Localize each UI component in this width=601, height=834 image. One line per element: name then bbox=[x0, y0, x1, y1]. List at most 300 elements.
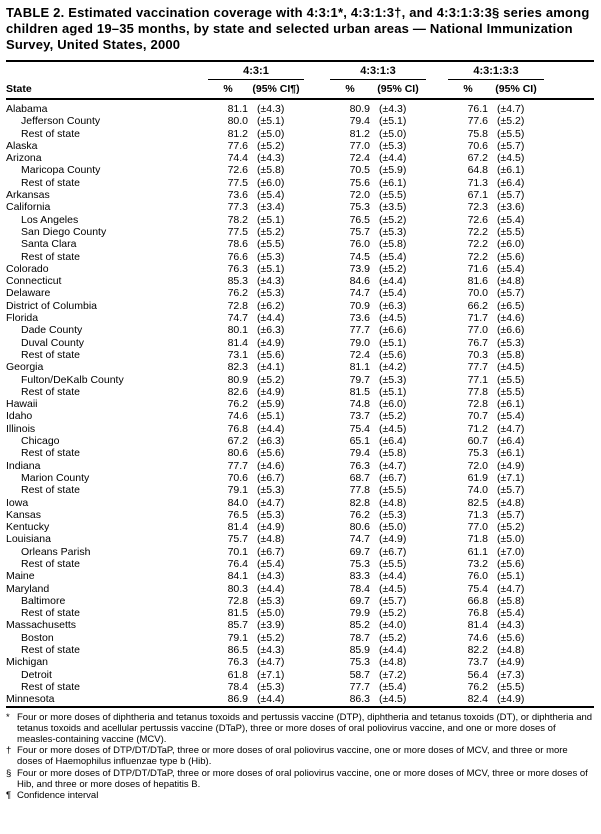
pct-cell: 72.6 bbox=[227, 164, 248, 177]
state-cell: Rest of state bbox=[21, 385, 80, 398]
ci-cell: (±4.4) bbox=[379, 152, 407, 165]
ci-cell: (±5.1) bbox=[257, 213, 285, 226]
ci-cell: (±6.0) bbox=[379, 398, 407, 411]
ci-cell: (±5.3) bbox=[257, 484, 285, 497]
pct-cell: 84.6 bbox=[349, 275, 370, 288]
pct-cell: 80.6 bbox=[227, 447, 248, 460]
spacer-cell bbox=[304, 644, 330, 656]
table-row bbox=[6, 509, 594, 521]
pct-cell: 86.3 bbox=[349, 693, 370, 706]
state-cell: Rest of state bbox=[21, 348, 80, 361]
state-cell: Rest of state bbox=[21, 484, 80, 497]
trail-cell bbox=[544, 152, 594, 164]
state-cell: Delaware bbox=[6, 287, 51, 300]
ci-cell: (±5.8) bbox=[257, 164, 285, 177]
pct-cell: 76.5 bbox=[349, 213, 370, 226]
trail-cell bbox=[544, 361, 594, 373]
trail-cell bbox=[544, 558, 594, 570]
spacer-cell bbox=[304, 472, 330, 484]
pct-cell: 67.1 bbox=[467, 189, 488, 202]
ci-cell: (±5.0) bbox=[257, 127, 285, 140]
ci-cell: (±4.8) bbox=[497, 496, 525, 509]
ci-cell: (±5.4) bbox=[379, 287, 407, 300]
trail-cell bbox=[544, 140, 594, 152]
ci-cell: (±4.6) bbox=[257, 459, 285, 472]
pct-cell: 81.2 bbox=[227, 127, 248, 140]
ci-cell: (±5.1) bbox=[379, 336, 407, 349]
ci-cell: (±5.3) bbox=[379, 373, 407, 386]
trail-cell bbox=[544, 435, 594, 447]
spacer-cell bbox=[426, 189, 448, 201]
ci-cell: (±4.4) bbox=[379, 570, 407, 583]
spacer-cell bbox=[304, 509, 330, 521]
spacer-cell bbox=[426, 238, 448, 250]
ci-cell: (±5.7) bbox=[497, 139, 525, 152]
pct-cell: 77.3 bbox=[227, 201, 248, 214]
ci-cell: (±5.0) bbox=[257, 607, 285, 620]
ci-cell: (±5.2) bbox=[497, 521, 525, 534]
ci-cell: (±5.2) bbox=[257, 373, 285, 386]
pct-cell: 61.8 bbox=[227, 668, 248, 681]
state-cell: Maryland bbox=[6, 582, 50, 595]
sub-header-row bbox=[6, 80, 594, 100]
spacer-cell bbox=[304, 263, 330, 275]
trail-spacer bbox=[544, 80, 594, 100]
pct-cell: 74.7 bbox=[349, 533, 370, 546]
spacer-cell bbox=[426, 509, 448, 521]
group-spacer bbox=[426, 61, 448, 80]
pct-cell: 75.3 bbox=[349, 656, 370, 669]
ci-cell: (±4.8) bbox=[497, 644, 525, 657]
ci-cell: (±7.2) bbox=[379, 668, 407, 681]
spacer-cell bbox=[304, 669, 330, 681]
ci-cell: (±5.5) bbox=[497, 373, 525, 386]
ci-cell: (±4.7) bbox=[379, 459, 407, 472]
pct-cell: 80.9 bbox=[349, 103, 370, 115]
spacer-cell bbox=[426, 115, 448, 127]
ci-cell: (±5.1) bbox=[257, 115, 285, 128]
ci-cell: (±6.5) bbox=[497, 299, 525, 312]
ci-header-43133: (95% CI) bbox=[488, 80, 544, 100]
spacer-cell bbox=[304, 558, 330, 570]
spacer-cell bbox=[304, 386, 330, 398]
pct-cell: 72.0 bbox=[467, 459, 488, 472]
spacer-cell bbox=[304, 583, 330, 595]
pct-cell: 79.4 bbox=[349, 115, 370, 128]
trail-cell bbox=[544, 693, 594, 706]
pct-cell: 75.7 bbox=[349, 225, 370, 238]
pct-cell: 71.6 bbox=[467, 262, 488, 275]
pct-cell: 75.3 bbox=[349, 557, 370, 570]
ci-cell: (±4.7) bbox=[497, 103, 525, 115]
spacer-cell bbox=[426, 349, 448, 361]
pct-cell: 79.9 bbox=[349, 607, 370, 620]
ci-cell: (±4.9) bbox=[257, 521, 285, 534]
state-cell: Rest of state bbox=[21, 607, 80, 620]
spacer-cell bbox=[304, 115, 330, 127]
trail-cell bbox=[544, 312, 594, 324]
trail-cell bbox=[544, 287, 594, 299]
state-cell: Rest of state bbox=[21, 644, 80, 657]
pct-cell: 58.7 bbox=[349, 668, 370, 681]
ci-cell: (±5.1) bbox=[379, 385, 407, 398]
pct-cell: 71.3 bbox=[467, 176, 488, 189]
state-cell: Georgia bbox=[6, 361, 44, 374]
spacer-cell bbox=[426, 632, 448, 644]
state-cell: Maine bbox=[6, 570, 35, 583]
pct-cell: 76.4 bbox=[227, 557, 248, 570]
spacer-cell bbox=[426, 595, 448, 607]
pct-cell: 77.8 bbox=[467, 385, 488, 398]
pct-cell: 82.3 bbox=[227, 361, 248, 374]
footnotes bbox=[6, 712, 594, 802]
pct-cell: 81.4 bbox=[467, 619, 488, 632]
footnote-text: Four or more doses of DTP/DT/DTaP, three or more doses of oral poliovirus vaccine, one or more doses of MCV, and three or more doses of Haemophilus influenzae type b (Hib). bbox=[17, 745, 568, 768]
state-cell: Duval County bbox=[21, 336, 85, 349]
pct-cell: 76.2 bbox=[227, 287, 248, 300]
pct-cell: 61.1 bbox=[467, 545, 488, 558]
spacer-cell bbox=[426, 460, 448, 472]
ci-cell: (±5.3) bbox=[379, 139, 407, 152]
pct-cell: 65.1 bbox=[349, 435, 370, 448]
pct-cell: 73.7 bbox=[349, 410, 370, 423]
ci-cell: (±5.3) bbox=[379, 508, 407, 521]
ci-cell: (±5.5) bbox=[497, 225, 525, 238]
spacer-cell bbox=[426, 374, 448, 386]
trail-cell bbox=[544, 115, 594, 127]
ci-cell: (±5.4) bbox=[497, 607, 525, 620]
pct-cell: 72.8 bbox=[467, 398, 488, 411]
pct-cell: 72.8 bbox=[227, 299, 248, 312]
ci-cell: (±5.1) bbox=[379, 115, 407, 128]
pct-cell: 70.0 bbox=[467, 287, 488, 300]
ci-cell: (±4.7) bbox=[497, 582, 525, 595]
ci-cell: (±6.0) bbox=[257, 176, 285, 189]
state-cell: Arkansas bbox=[6, 189, 50, 202]
ci-cell: (±5.4) bbox=[497, 262, 525, 275]
pct-cell: 77.6 bbox=[227, 139, 248, 152]
ci-cell: (±4.5) bbox=[379, 422, 407, 435]
footnote-marker: † bbox=[6, 745, 12, 757]
pct-cell: 73.9 bbox=[349, 262, 370, 275]
table-row bbox=[6, 644, 594, 656]
ci-cell: (±5.5) bbox=[497, 385, 525, 398]
group-spacer bbox=[304, 80, 330, 100]
spacer-cell bbox=[304, 177, 330, 189]
pct-cell: 70.5 bbox=[349, 164, 370, 177]
trail-cell bbox=[544, 238, 594, 250]
pct-cell: 82.4 bbox=[467, 693, 488, 706]
spacer-cell bbox=[304, 447, 330, 459]
ci-cell: (±4.0) bbox=[379, 619, 407, 632]
table-row bbox=[6, 300, 594, 312]
table-row bbox=[6, 398, 594, 410]
ci-cell: (±5.6) bbox=[497, 250, 525, 263]
pct-cell: 73.6 bbox=[227, 189, 248, 202]
ci-cell: (±5.8) bbox=[379, 447, 407, 460]
spacer-cell bbox=[304, 607, 330, 619]
pct-cell: 78.4 bbox=[349, 582, 370, 595]
pct-cell: 77.6 bbox=[467, 115, 488, 128]
spacer-cell bbox=[304, 152, 330, 164]
pct-cell: 75.8 bbox=[467, 127, 488, 140]
spacer-cell bbox=[426, 693, 448, 706]
spacer-cell bbox=[304, 681, 330, 693]
table-row bbox=[6, 607, 594, 619]
spacer-cell bbox=[426, 287, 448, 299]
ci-cell: (±4.4) bbox=[257, 693, 285, 706]
spacer-cell bbox=[304, 410, 330, 422]
table-row bbox=[6, 447, 594, 459]
pct-cell: 72.0 bbox=[349, 189, 370, 202]
spacer-cell bbox=[426, 324, 448, 336]
trail-cell bbox=[544, 189, 594, 201]
state-cell: Minnesota bbox=[6, 693, 55, 706]
ci-cell: (±5.5) bbox=[497, 127, 525, 140]
table-row bbox=[6, 484, 594, 496]
spacer-cell bbox=[426, 423, 448, 435]
trail-cell bbox=[544, 386, 594, 398]
state-cell: Maricopa County bbox=[21, 164, 101, 177]
pct-cell: 73.7 bbox=[467, 656, 488, 669]
trail-cell bbox=[544, 583, 594, 595]
table-row bbox=[6, 570, 594, 582]
state-cell: Dade County bbox=[21, 324, 83, 337]
trail-cell bbox=[544, 128, 594, 140]
footnote-text: Four or more doses of diphtheria and tetanus toxoids and pertussis vaccine (DTP), diphtheria and tetanus toxoids (DT), or diphtheria and tetanus toxoids and acellular pertussis vaccine (DTaP), three or more doses of oral poliovirus vaccine, and one or more doses of measles-containing vaccine (MCV). bbox=[17, 711, 593, 745]
spacer-cell bbox=[426, 521, 448, 533]
pct-cell: 73.6 bbox=[349, 312, 370, 325]
spacer-cell bbox=[304, 460, 330, 472]
ci-cell: (±4.5) bbox=[497, 152, 525, 165]
pct-cell: 81.6 bbox=[467, 275, 488, 288]
pct-header-43133: % bbox=[448, 80, 488, 100]
trail-cell bbox=[544, 374, 594, 386]
trail-cell bbox=[544, 472, 594, 484]
ci-cell: (±5.3) bbox=[257, 594, 285, 607]
ci-cell: (±4.3) bbox=[257, 570, 285, 583]
table-row bbox=[6, 595, 594, 607]
ci-cell: (±5.3) bbox=[497, 336, 525, 349]
footnote-marker: § bbox=[6, 767, 12, 779]
trail-cell bbox=[544, 398, 594, 410]
ci-cell: (±5.2) bbox=[257, 631, 285, 644]
ci-cell: (±5.2) bbox=[497, 115, 525, 128]
state-cell: Alaska bbox=[6, 139, 38, 152]
ci-cell: (±6.3) bbox=[257, 435, 285, 448]
trail-cell bbox=[544, 460, 594, 472]
pct-cell: 80.1 bbox=[227, 324, 248, 337]
trail-cell bbox=[544, 546, 594, 558]
pct-cell: 85.7 bbox=[227, 619, 248, 632]
state-cell: Arizona bbox=[6, 152, 42, 165]
pct-cell: 81.4 bbox=[227, 336, 248, 349]
pct-cell: 72.8 bbox=[227, 594, 248, 607]
table-row bbox=[6, 115, 594, 127]
pct-cell: 77.7 bbox=[227, 459, 248, 472]
ci-cell: (±5.2) bbox=[379, 410, 407, 423]
table-row bbox=[6, 693, 594, 706]
trail-cell bbox=[544, 300, 594, 312]
pct-cell: 72.6 bbox=[467, 213, 488, 226]
trail-cell bbox=[544, 349, 594, 361]
ci-cell: (±4.3) bbox=[257, 152, 285, 165]
pct-cell: 72.2 bbox=[467, 250, 488, 263]
group-spacer bbox=[426, 80, 448, 100]
ci-cell: (±6.1) bbox=[497, 398, 525, 411]
spacer-cell bbox=[426, 275, 448, 287]
trail-spacer bbox=[544, 61, 594, 80]
table-row bbox=[6, 632, 594, 644]
spacer-cell bbox=[426, 263, 448, 275]
ci-cell: (±4.1) bbox=[257, 361, 285, 374]
spacer-cell bbox=[426, 337, 448, 349]
ci-cell: (±5.7) bbox=[497, 484, 525, 497]
pct-cell: 56.4 bbox=[467, 668, 488, 681]
ci-cell: (±5.8) bbox=[379, 238, 407, 251]
pct-cell: 79.1 bbox=[227, 631, 248, 644]
ci-cell: (±5.5) bbox=[497, 680, 525, 693]
ci-cell: (±5.7) bbox=[497, 287, 525, 300]
ci-cell: (±5.5) bbox=[379, 484, 407, 497]
pct-cell: 77.0 bbox=[349, 139, 370, 152]
pct-cell: 82.8 bbox=[349, 496, 370, 509]
table-body bbox=[6, 99, 594, 707]
ci-cell: (±5.8) bbox=[497, 348, 525, 361]
spacer-cell bbox=[304, 238, 330, 250]
ci-cell: (±5.3) bbox=[379, 225, 407, 238]
ci-cell: (±6.7) bbox=[257, 545, 285, 558]
footnote bbox=[6, 768, 594, 790]
pct-header-431: % bbox=[208, 80, 248, 100]
pct-cell: 76.2 bbox=[349, 508, 370, 521]
state-cell: Hawaii bbox=[6, 398, 38, 411]
spacer-cell bbox=[304, 484, 330, 496]
pct-cell: 85.3 bbox=[227, 275, 248, 288]
spacer-cell bbox=[426, 472, 448, 484]
spacer-cell bbox=[304, 595, 330, 607]
pct-cell: 79.7 bbox=[349, 373, 370, 386]
pct-cell: 81.4 bbox=[227, 521, 248, 534]
ci-cell: (±6.1) bbox=[379, 176, 407, 189]
ci-cell: (±4.7) bbox=[257, 496, 285, 509]
spacer-cell bbox=[426, 99, 448, 115]
spacer-cell bbox=[426, 681, 448, 693]
spacer-cell bbox=[304, 619, 330, 631]
spacer-cell bbox=[426, 201, 448, 213]
ci-cell: (±7.1) bbox=[257, 668, 285, 681]
spacer-cell bbox=[426, 214, 448, 226]
ci-cell: (±3.4) bbox=[257, 201, 285, 214]
spacer-cell bbox=[426, 583, 448, 595]
spacer-cell bbox=[304, 140, 330, 152]
table-row bbox=[6, 374, 594, 386]
ci-cell: (±4.4) bbox=[257, 422, 285, 435]
ci-cell: (±5.0) bbox=[379, 521, 407, 534]
state-cell: California bbox=[6, 201, 51, 214]
table-row bbox=[6, 324, 594, 336]
trail-cell bbox=[544, 484, 594, 496]
spacer-cell bbox=[304, 546, 330, 558]
ci-cell: (±4.9) bbox=[379, 533, 407, 546]
state-cell: Illinois bbox=[6, 422, 36, 435]
pct-cell: 85.2 bbox=[349, 619, 370, 632]
pct-cell: 73.2 bbox=[467, 557, 488, 570]
column-group-4313: 4:3:1:3 bbox=[330, 61, 426, 80]
state-cell: Fulton/DeKalb County bbox=[21, 373, 124, 386]
spacer-cell bbox=[304, 374, 330, 386]
pct-cell: 81.1 bbox=[227, 103, 248, 115]
table-row bbox=[6, 619, 594, 631]
table-row bbox=[6, 189, 594, 201]
table-row bbox=[6, 140, 594, 152]
pct-cell: 76.1 bbox=[467, 103, 488, 115]
pct-cell: 79.0 bbox=[349, 336, 370, 349]
pct-cell: 77.1 bbox=[467, 373, 488, 386]
spacer-cell bbox=[426, 656, 448, 668]
ci-cell: (±6.1) bbox=[497, 164, 525, 177]
pct-cell: 76.2 bbox=[467, 680, 488, 693]
trail-cell bbox=[544, 595, 594, 607]
trail-cell bbox=[544, 447, 594, 459]
state-cell: Idaho bbox=[6, 410, 33, 423]
ci-cell: (±5.5) bbox=[379, 557, 407, 570]
table-row bbox=[6, 681, 594, 693]
pct-cell: 67.2 bbox=[227, 435, 248, 448]
pct-cell: 76.2 bbox=[227, 398, 248, 411]
ci-cell: (±5.8) bbox=[497, 594, 525, 607]
spacer-cell bbox=[426, 435, 448, 447]
trail-cell bbox=[544, 99, 594, 115]
state-cell: Alabama bbox=[6, 103, 48, 115]
state-cell: San Diego County bbox=[21, 225, 107, 238]
spacer-cell bbox=[304, 349, 330, 361]
pct-cell: 80.9 bbox=[227, 373, 248, 386]
pct-cell: 81.5 bbox=[349, 385, 370, 398]
pct-cell: 80.3 bbox=[227, 582, 248, 595]
ci-cell: (±4.5) bbox=[379, 693, 407, 706]
footnote-marker: * bbox=[6, 711, 10, 723]
spacer-cell bbox=[426, 558, 448, 570]
footnote-marker: ¶ bbox=[6, 789, 12, 801]
state-cell: Indiana bbox=[6, 459, 41, 472]
ci-cell: (±5.6) bbox=[257, 348, 285, 361]
footnote bbox=[6, 790, 594, 801]
pct-cell: 60.7 bbox=[467, 435, 488, 448]
ci-cell: (±4.5) bbox=[379, 582, 407, 595]
trail-cell bbox=[544, 607, 594, 619]
pct-header-4313: % bbox=[330, 80, 370, 100]
spacer-cell bbox=[426, 410, 448, 422]
ci-cell: (±7.1) bbox=[497, 471, 525, 484]
footnote-text: Confidence interval bbox=[17, 789, 99, 801]
pct-cell: 81.1 bbox=[349, 361, 370, 374]
spacer-cell bbox=[426, 140, 448, 152]
pct-cell: 76.8 bbox=[227, 422, 248, 435]
pct-cell: 77.7 bbox=[349, 680, 370, 693]
pct-cell: 70.1 bbox=[227, 545, 248, 558]
ci-cell: (±5.5) bbox=[379, 189, 407, 202]
trail-cell bbox=[544, 619, 594, 631]
trail-cell bbox=[544, 337, 594, 349]
ci-cell: (±4.9) bbox=[497, 459, 525, 472]
table-row bbox=[6, 99, 594, 115]
table-row bbox=[6, 337, 594, 349]
pct-cell: 64.8 bbox=[467, 164, 488, 177]
state-cell: Massachusetts bbox=[6, 619, 77, 632]
trail-cell bbox=[544, 570, 594, 582]
ci-cell: (±7.0) bbox=[497, 545, 525, 558]
